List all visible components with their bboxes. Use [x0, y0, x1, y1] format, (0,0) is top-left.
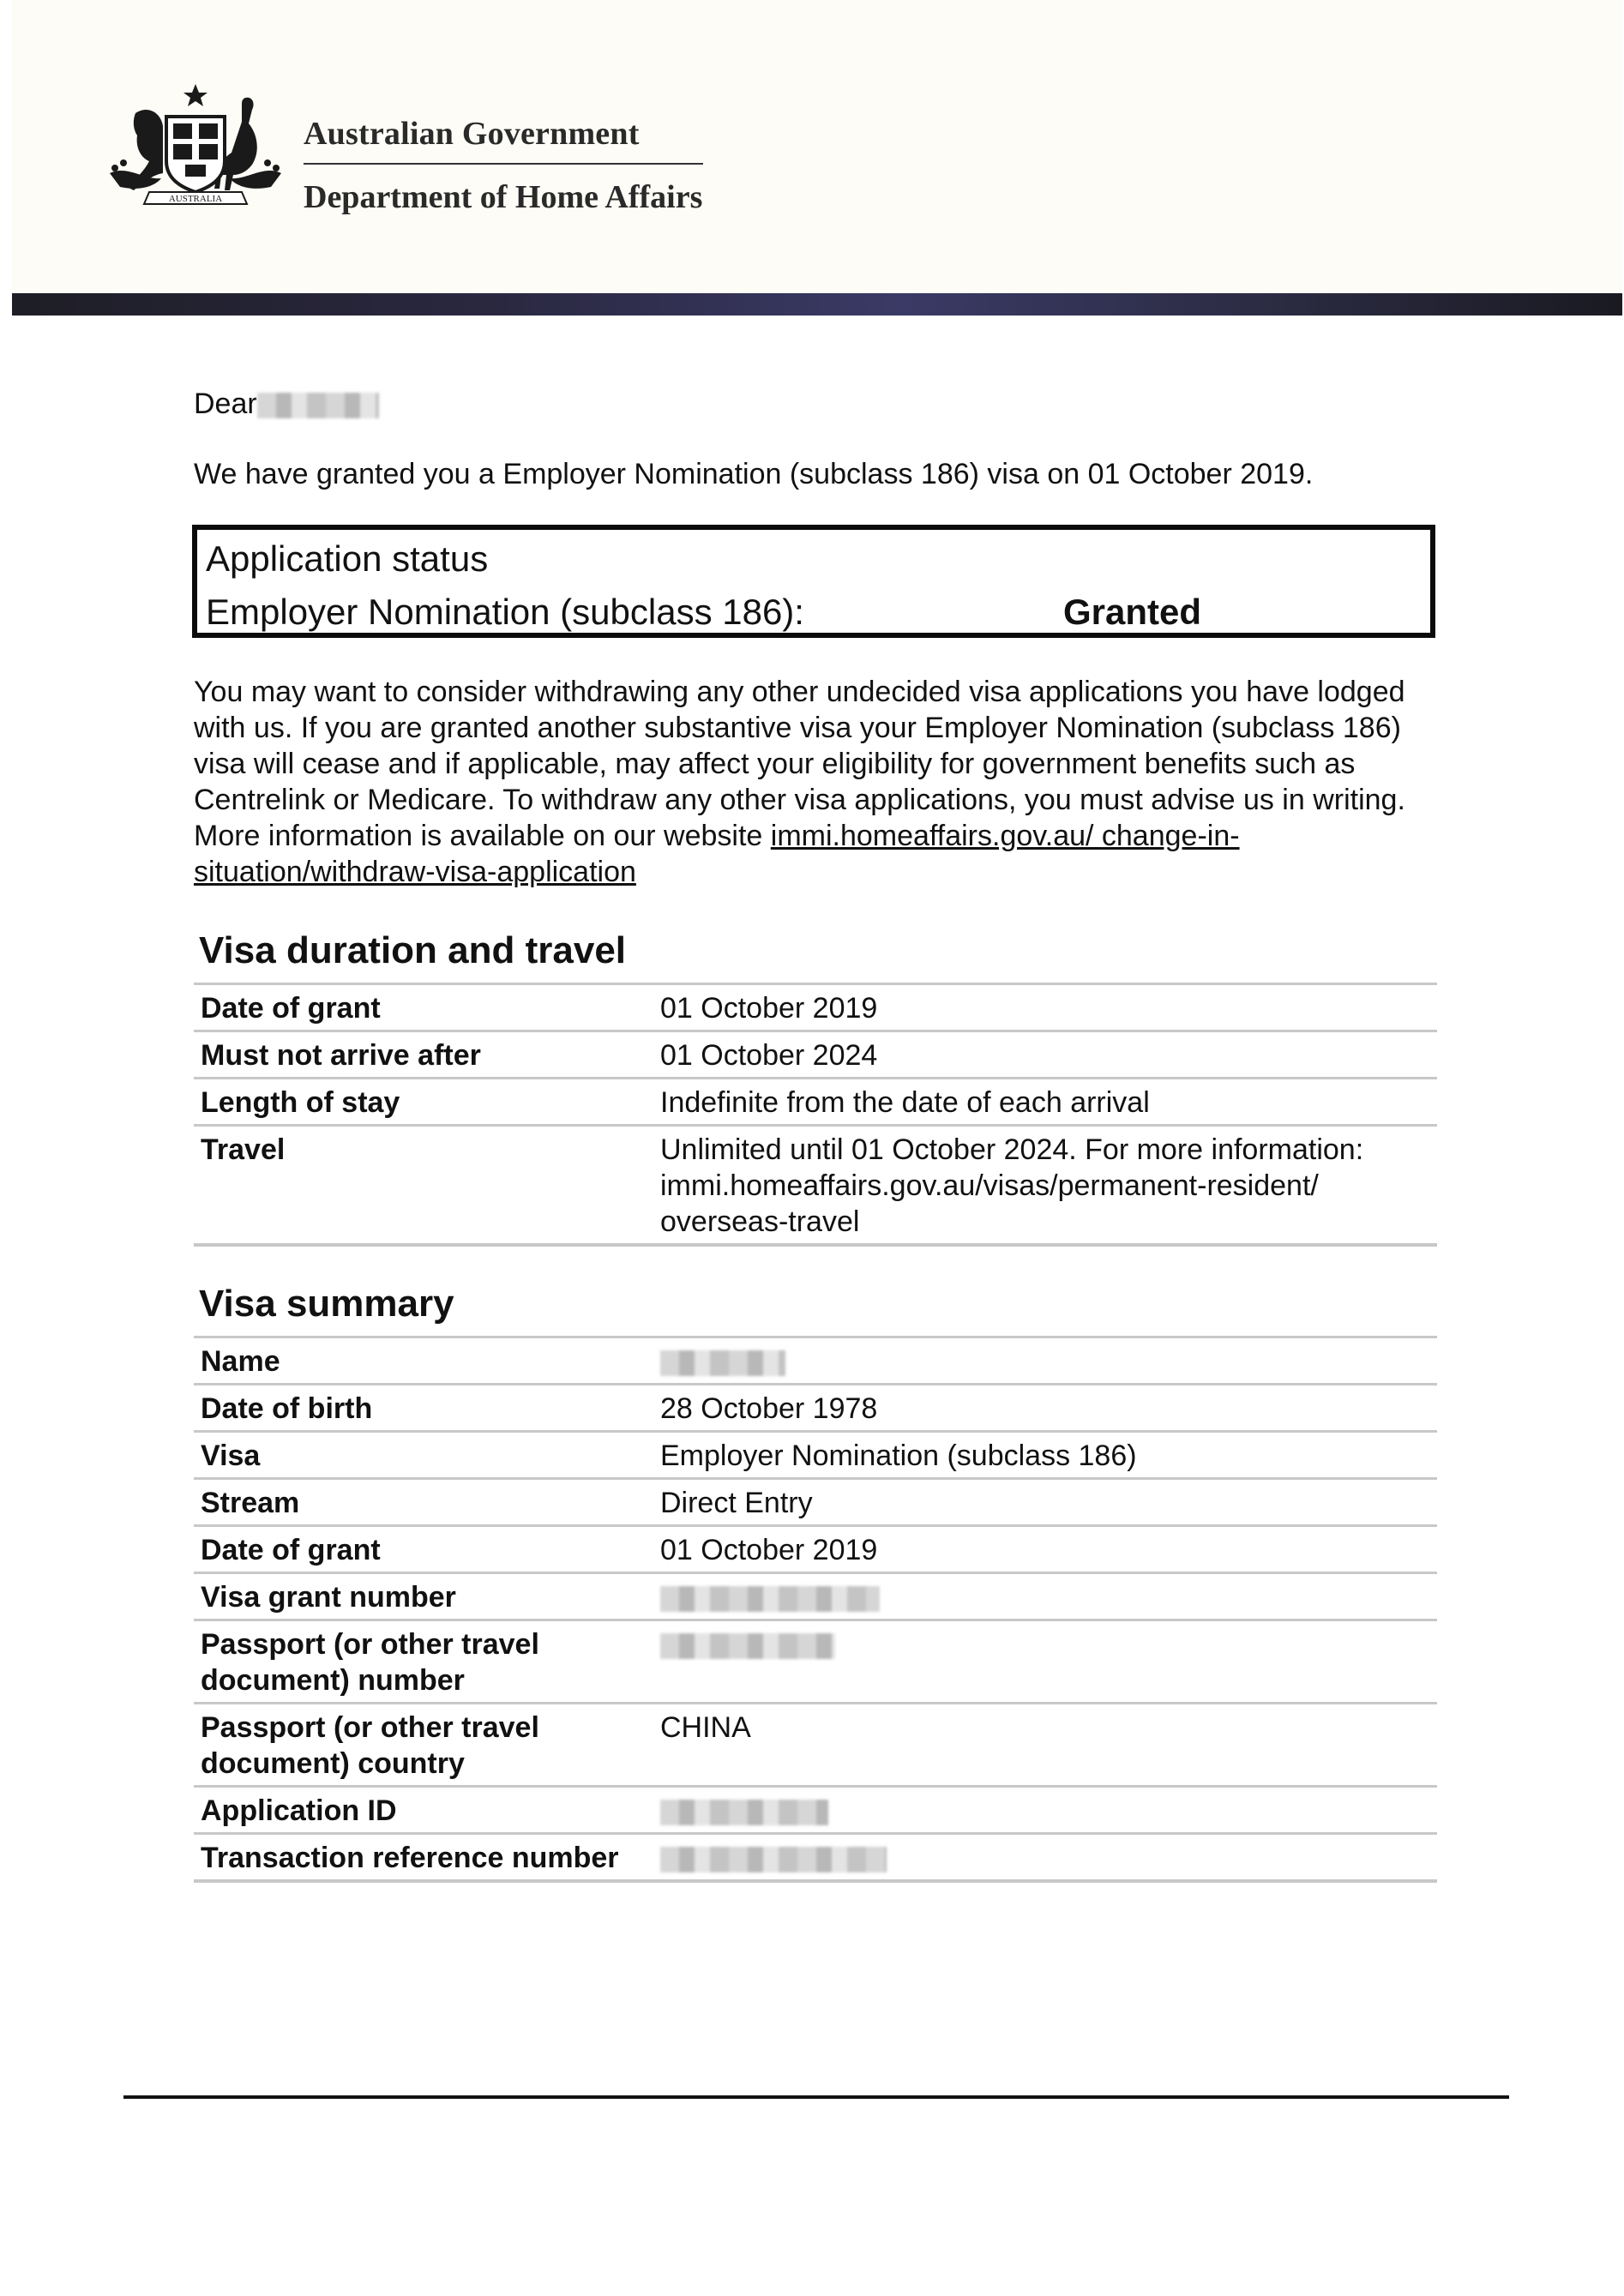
application-status-box	[192, 525, 1435, 638]
visa-summary-table	[194, 1336, 1437, 1883]
row-value: Unlimited until 01 October 2024. For more information: immi.homeaffairs.gov.au/visas/permanent-resident/ overseas-travel	[653, 1126, 1437, 1246]
table-row	[194, 1432, 1437, 1479]
row-value: Employer Nomination (subclass 186)	[653, 1432, 1437, 1479]
row-value: Indefinite from the date of each arrival	[653, 1079, 1437, 1126]
row-value: 01 October 2024	[653, 1031, 1437, 1079]
redacted-value	[653, 1787, 1437, 1834]
visa-duration-table	[194, 983, 1437, 1247]
greeting	[194, 386, 379, 422]
redacted-value	[653, 1834, 1437, 1882]
row-label: Application ID	[194, 1787, 653, 1834]
svg-text:AUSTRALIA: AUSTRALIA	[168, 194, 223, 204]
row-value: 28 October 1978	[653, 1385, 1437, 1432]
redacted-value	[653, 1337, 1437, 1385]
row-label: Name	[194, 1337, 653, 1385]
status-visa-label: Employer Nomination (subclass 186):	[206, 592, 804, 632]
footer-divider	[123, 2095, 1509, 2099]
redacted-value	[653, 1620, 1437, 1704]
table-row	[194, 1834, 1437, 1882]
row-label: Visa grant number	[194, 1573, 653, 1620]
status-title: Application status	[206, 538, 489, 579]
row-label: Passport (or other travel document) country	[194, 1704, 653, 1787]
table-row	[194, 1573, 1437, 1620]
department-name: Department of Home Affairs	[304, 179, 703, 215]
grant-intro: We have granted you a Employer Nomination (subclass 186) visa on 01 October 2019.	[194, 458, 1314, 490]
salutation: Dear	[194, 388, 257, 420]
redacted-value	[653, 1573, 1437, 1620]
table-row	[194, 1787, 1437, 1834]
row-label: Transaction reference number	[194, 1834, 653, 1882]
row-label: Date of birth	[194, 1385, 653, 1432]
table-row	[194, 1479, 1437, 1526]
row-value: 01 October 2019	[653, 1526, 1437, 1573]
row-label: Visa	[194, 1432, 653, 1479]
table-row	[194, 1526, 1437, 1573]
withdraw-info-link[interactable]: immi.homeaffairs.gov.au/ change-in-situation/withdraw-visa-application	[194, 820, 1240, 888]
table-row	[194, 1126, 1437, 1246]
status-result: Granted	[1063, 592, 1202, 632]
row-value: CHINA	[653, 1704, 1437, 1787]
row-label: Must not arrive after	[194, 1031, 653, 1079]
withdrawal-notice	[194, 674, 1437, 890]
table-row	[194, 1385, 1437, 1432]
row-label: Travel	[194, 1126, 653, 1246]
header-divider	[304, 163, 703, 165]
row-label: Length of stay	[194, 1079, 653, 1126]
row-value: 01 October 2019	[653, 984, 1437, 1031]
table-row	[194, 984, 1437, 1031]
row-label: Passport (or other travel document) number	[194, 1620, 653, 1704]
table-row	[194, 1031, 1437, 1079]
table-row	[194, 1620, 1437, 1704]
visa-summary-title: Visa summary	[199, 1283, 454, 1325]
table-row	[194, 1337, 1437, 1385]
row-value: Direct Entry	[653, 1479, 1437, 1526]
table-row	[194, 1079, 1437, 1126]
coat-of-arms-icon	[101, 79, 290, 216]
notice-text: You may want to consider withdrawing any other undecided visa applications you have lodged with us. If you are granted another substantive visa your Employer Nomination (subclass 186) visa will cease and if applicable, may affect your eligibility for government benefits such as Centrelink or Medicare. To withdraw any other visa applications, you must advise us in writing. More information is available on our website	[194, 676, 1405, 852]
row-label: Date of grant	[194, 1526, 653, 1573]
row-label: Date of grant	[194, 984, 653, 1031]
header-band	[12, 293, 1622, 316]
government-name: Australian Government	[304, 116, 640, 152]
table-row	[194, 1704, 1437, 1787]
row-label: Stream	[194, 1479, 653, 1526]
visa-duration-title: Visa duration and travel	[199, 929, 627, 971]
redacted-recipient-name	[257, 393, 379, 418]
